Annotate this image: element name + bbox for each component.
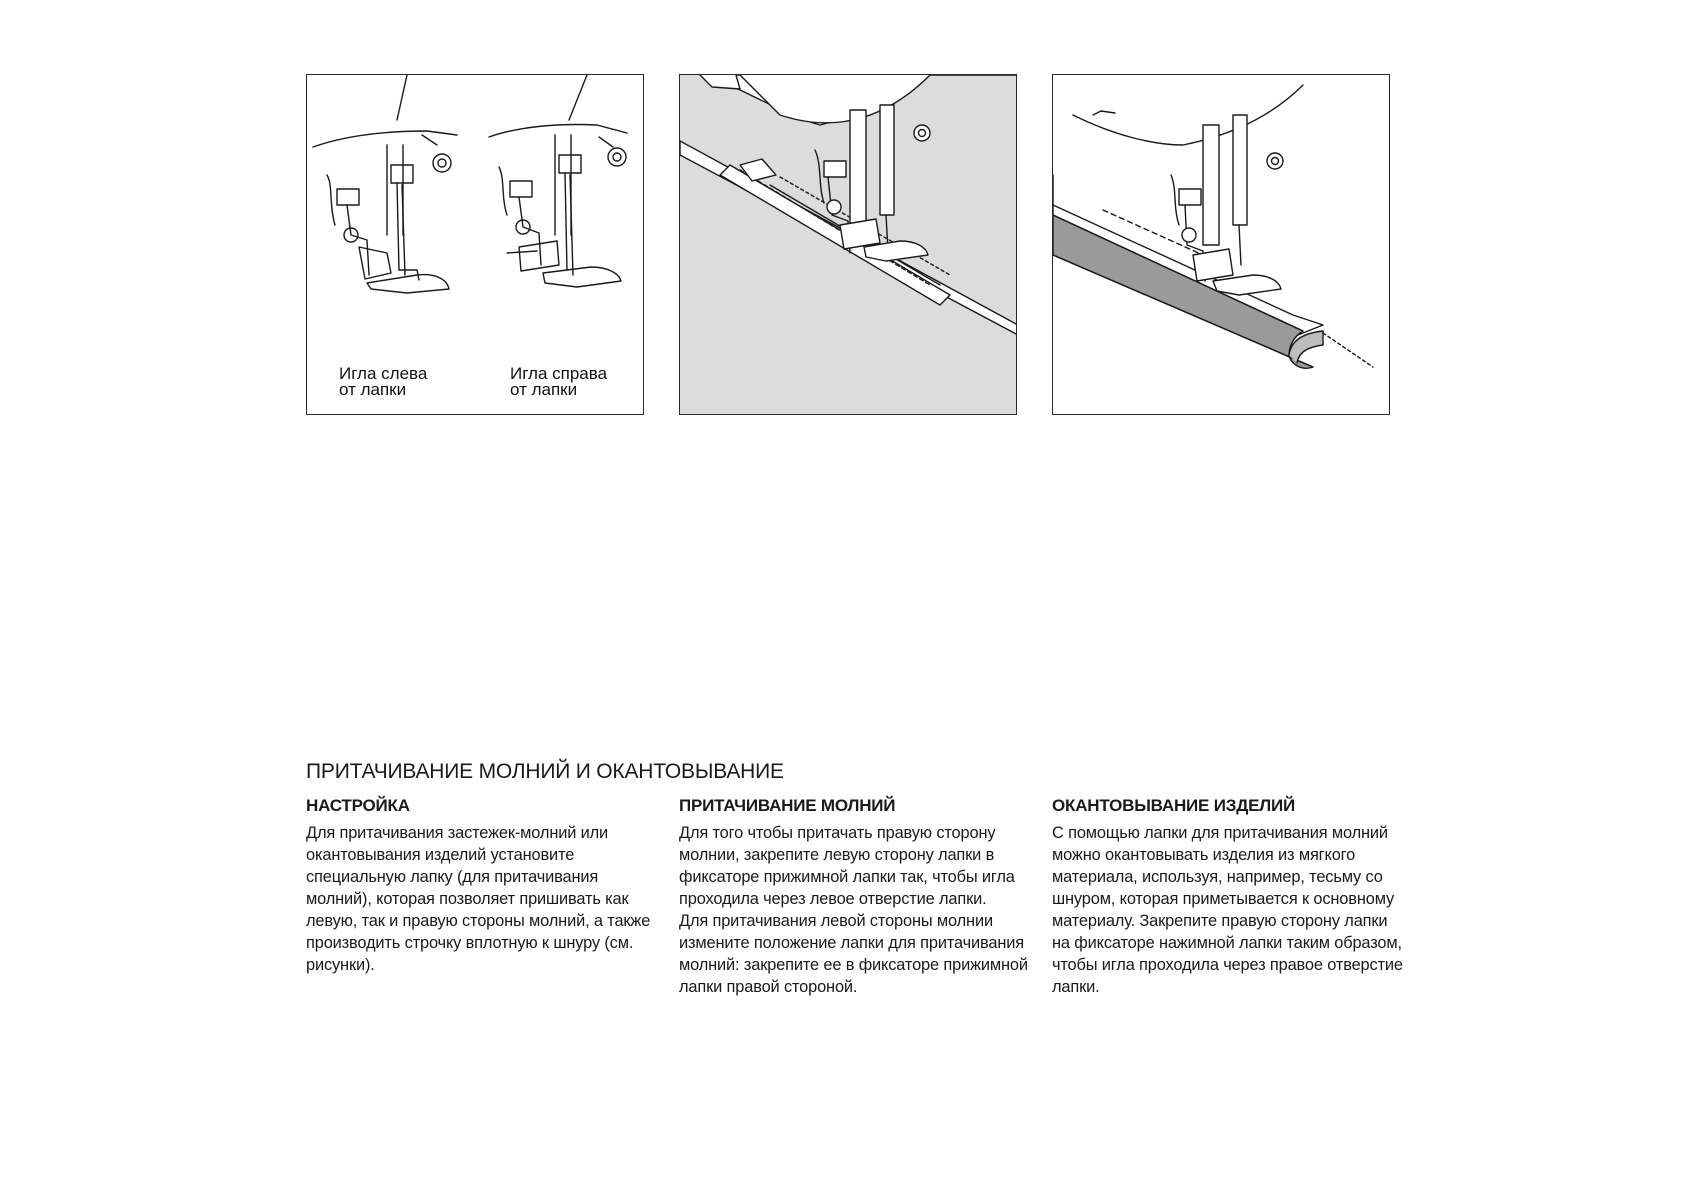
caption-needle-right-line-2: от лапки (510, 380, 578, 399)
caption-needle-right (510, 366, 607, 398)
figure-zipper-insertion (679, 74, 1017, 415)
figure-needle-positions (306, 74, 644, 415)
column-setup (306, 796, 658, 976)
caption-needle-left-line-2: от лапки (339, 380, 407, 399)
figure-edging (1052, 74, 1390, 415)
section-title: ПРИТАЧИВАНИЕ МОЛНИЙ И ОКАНТОВЫВАНИЕ (306, 760, 784, 783)
column-edging-paragraph: С помощью лапки для притачивания молний можно окантовывать изделия из мягкого материала, используя, например, тесьму со шнуром, которая приметывается к основному материалу. Закрепите правую сторону лапки на фиксаторе нажимной лапки таким образом, чтобы игла проходила через правое отверстие лапки. (1052, 824, 1403, 996)
zipper-insertion-illustration (680, 75, 1017, 415)
edging-illustration (1053, 75, 1390, 415)
column-zipper-paragraph-2: Для притачивания левой стороны молнии измените положение лапки для притачивания молний: закрепите ее в фиксаторе прижимной лапки правой стороной. (679, 912, 1028, 996)
caption-needle-left-line-1: Игла слева (339, 364, 428, 383)
caption-needle-right-line-1: Игла справа (510, 364, 608, 383)
column-edging (1052, 796, 1404, 998)
column-setup-heading: НАСТРОЙКА (306, 796, 410, 815)
column-setup-paragraph: Для притачивания застежек-молний или окантовывания изделий установите специальную лапку (для притачивания молний), которая позволяет пришивать как левую, так и правую стороны молний, а также производить строчку вплотную к шнуру (см. рисунки). (306, 824, 651, 974)
caption-needle-left (339, 366, 427, 398)
column-zipper (679, 796, 1031, 998)
column-zipper-paragraph-1: Для того чтобы притачать правую сторону молнии, закрепите левую сторону лапки в фиксаторе прижимной лапки так, чтобы игла проходила через левое отверстие лапки. (679, 824, 1015, 908)
column-zipper-heading: ПРИТАЧИВАНИЕ МОЛНИЙ (679, 796, 896, 815)
column-edging-heading: ОКАНТОВЫВАНИЕ ИЗДЕЛИЙ (1052, 796, 1296, 815)
